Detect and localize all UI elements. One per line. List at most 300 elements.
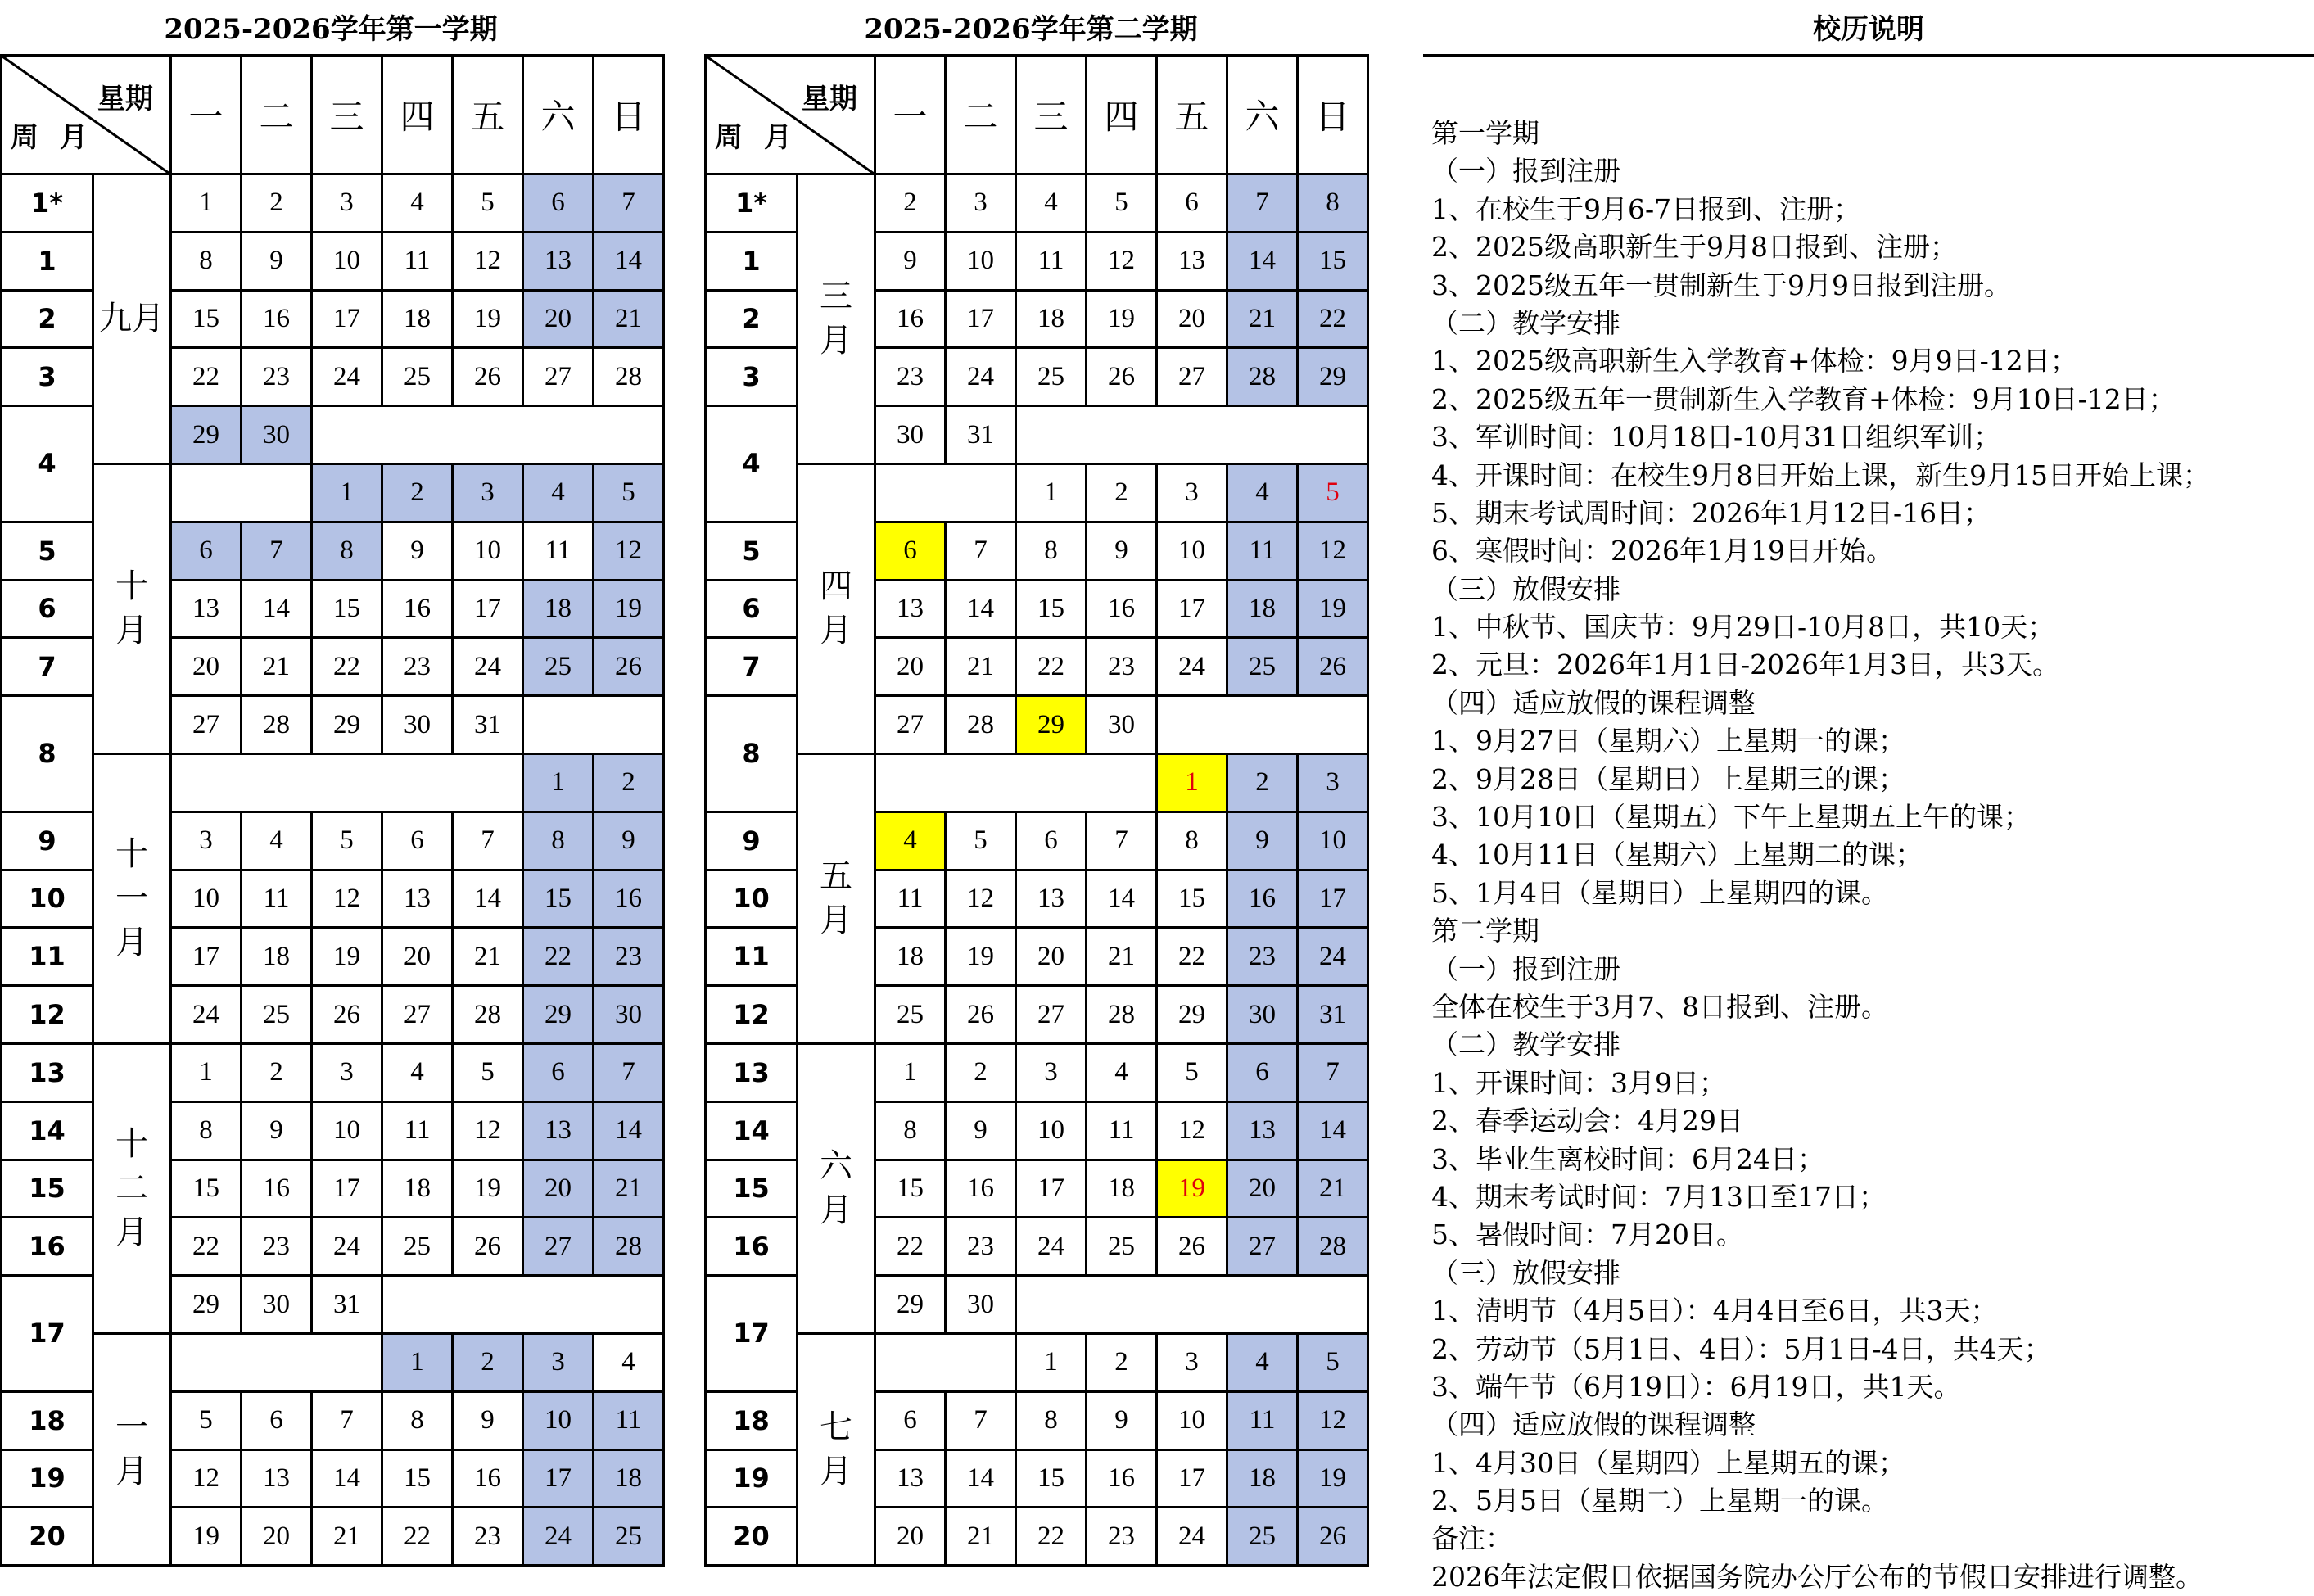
date-cell: 22 [1298,290,1368,348]
date-cell: 21 [312,1508,382,1566]
date-cell: 12 [453,1101,523,1160]
date-cell: 6 [523,174,594,233]
date-cell: 30 [242,1276,312,1334]
week-number-cell: 17 [706,1276,798,1392]
week-number-cell: 5 [706,522,798,580]
weekday-header: 日 [594,56,664,174]
date-cell: 27 [1016,986,1087,1044]
month-label-cell [93,463,171,753]
date-cell: 10 [523,1391,594,1449]
note-line: 2、春季运动会：4月29日 [1431,1105,1743,1137]
date-cell: 5 [312,812,382,870]
week-row [706,753,1368,812]
date-cell: 5 [946,812,1016,870]
date-cell: 28 [242,696,312,754]
date-cell: 23 [242,348,312,406]
date-cell: 11 [242,870,312,928]
date-cell: 8 [1016,1391,1087,1449]
date-cell: 26 [453,1218,523,1276]
date-cell: 29 [312,696,382,754]
date-cell: 21 [453,928,523,986]
corner-header-cell [2,56,171,174]
date-cell: 1 [875,1043,946,1101]
week-number-cell: 11 [706,928,798,986]
date-cell: 13 [523,232,594,290]
date-cell: 15 [1298,232,1368,290]
note-line: 2、2025级五年一贯制新生入学教育+体检：9月10日-12日； [1431,382,2176,415]
week-row [706,1333,1368,1391]
date-cell: 9 [1227,812,1298,870]
date-cell: 24 [1157,638,1227,696]
date-cell: 22 [382,1508,453,1566]
week-number-cell: 19 [706,1449,798,1508]
weekday-header: 三 [312,56,382,174]
date-cell: 28 [946,696,1016,754]
date-cell: 24 [312,348,382,406]
week-row [2,1333,664,1391]
date-cell: 1 [312,463,382,522]
date-cell: 11 [382,1101,453,1160]
date-cell: 30 [382,696,453,754]
date-cell: 4 [523,463,594,522]
date-cell: 30 [594,986,664,1044]
month-label: 四 [820,567,852,605]
date-cell: 8 [1157,812,1227,870]
date-cell: 2 [875,174,946,233]
week-number-cell: 1* [2,174,93,233]
date-cell: 13 [1227,1101,1298,1160]
date-cell: 2 [382,463,453,522]
date-cell: 27 [1157,348,1227,406]
empty-day-cell [171,1333,382,1391]
date-cell: 7 [242,522,312,580]
date-cell: 23 [242,1218,312,1276]
date-cell: 14 [946,580,1016,638]
note-line: 5、暑假时间：7月20日。 [1431,1218,1743,1251]
date-cell: 6 [242,1391,312,1449]
date-cell: 12 [1298,522,1368,580]
note-line: 6、寒假时间：2026年1月19日开始。 [1431,535,1893,567]
note-line: 1、2025级高职新生入学教育+体检：9月9日-12日； [1431,345,2077,378]
note-line: 5、期末考试周时间：2026年1月12日-16日； [1431,496,1991,529]
date-cell: 13 [875,1449,946,1508]
date-cell: 17 [946,290,1016,348]
date-cell: 4 [875,812,946,870]
weekday-header: 四 [382,56,453,174]
date-cell: 11 [523,522,594,580]
week-number-cell: 8 [2,696,93,812]
week-number-cell: 10 [2,870,93,928]
date-cell: 20 [242,1508,312,1566]
month-label-cell [798,174,875,464]
month-label: 月 [820,322,852,359]
date-cell: 3 [171,812,242,870]
empty-day-cell [312,406,664,464]
date-cell: 28 [594,1218,664,1276]
weekday-header: 四 [1087,56,1157,174]
date-cell: 19 [312,928,382,986]
weekday-header: 五 [1157,56,1227,174]
date-cell: 23 [875,348,946,406]
date-cell: 5 [1157,1043,1227,1101]
note-line: 3、10月10日（星期五）下午上星期五上午的课； [1431,801,2031,834]
month-label: 月 [115,1214,148,1251]
notes-list [1431,115,2314,1596]
date-cell: 31 [312,1276,382,1334]
month-label-cell [93,1043,171,1333]
date-cell: 31 [1298,986,1368,1044]
date-cell: 30 [1227,986,1298,1044]
date-cell: 31 [453,696,523,754]
date-cell: 6 [523,1043,594,1101]
date-cell: 4 [242,812,312,870]
weekday-header: 五 [453,56,523,174]
date-cell: 13 [242,1449,312,1508]
week-number-cell: 20 [2,1508,93,1566]
date-cell: 24 [1016,1218,1087,1276]
date-cell: 13 [382,870,453,928]
date-cell: 16 [242,290,312,348]
week-row [2,1043,664,1101]
date-cell: 23 [382,638,453,696]
month-label-cell [93,1333,171,1565]
note-line: （三）放假安排 [1431,572,1620,605]
week-number-cell: 10 [706,870,798,928]
note-line: （一）报到注册 [1431,952,1620,985]
date-cell: 12 [171,1449,242,1508]
month-label: 月 [820,1453,852,1490]
date-cell: 15 [1016,1449,1087,1508]
date-cell: 25 [594,1508,664,1566]
week-number-cell: 16 [706,1218,798,1276]
week-number-cell: 8 [706,696,798,812]
month-label: 七 [820,1408,852,1446]
date-cell: 14 [453,870,523,928]
date-cell: 3 [1157,1333,1227,1391]
week-number-cell: 12 [2,986,93,1044]
date-cell: 15 [312,580,382,638]
date-cell: 4 [1087,1043,1157,1101]
date-cell: 9 [594,812,664,870]
date-cell: 19 [1087,290,1157,348]
note-line: 2、2025级高职新生于9月8日报到、注册； [1431,231,1957,264]
date-cell: 18 [1016,290,1087,348]
week-row [2,463,664,522]
date-cell: 10 [1016,1101,1087,1160]
date-cell: 4 [382,1043,453,1101]
date-cell: 21 [946,1508,1016,1566]
date-cell: 10 [171,870,242,928]
note-line: （二）教学安排 [1431,306,1620,339]
date-cell: 17 [312,1160,382,1218]
week-number-cell: 3 [706,348,798,406]
date-cell: 14 [242,580,312,638]
month-label: 十 [115,1125,148,1163]
week-row [706,463,1368,522]
date-cell: 16 [1087,1449,1157,1508]
date-cell: 17 [453,580,523,638]
week-number-cell: 20 [706,1508,798,1566]
week-number-cell: 13 [706,1043,798,1101]
date-cell: 18 [1087,1160,1157,1218]
date-cell: 24 [946,348,1016,406]
date-cell: 7 [1298,1043,1368,1101]
date-cell: 20 [171,638,242,696]
empty-day-cell [1016,1276,1368,1334]
week-axis-label: 周 [715,123,743,153]
date-cell: 5 [453,1043,523,1101]
date-cell: 3 [946,174,1016,233]
week-number-cell: 18 [706,1391,798,1449]
week-number-cell: 7 [706,638,798,696]
date-cell: 7 [1087,812,1157,870]
month-label-cell [798,753,875,1043]
week-row [706,1043,1368,1101]
date-cell: 29 [875,1276,946,1334]
date-cell: 8 [875,1101,946,1160]
weekday-axis-label: 星期 [802,84,857,115]
note-line: （三）放假安排 [1431,1256,1620,1289]
date-cell: 20 [1157,290,1227,348]
date-cell: 28 [1087,986,1157,1044]
month-label: 月 [820,612,852,649]
date-cell: 2 [1227,753,1298,812]
date-cell: 23 [594,928,664,986]
week-number-cell: 14 [706,1101,798,1160]
date-cell: 2 [1087,1333,1157,1391]
date-cell: 6 [875,522,946,580]
date-cell: 16 [382,580,453,638]
date-cell: 4 [1227,463,1298,522]
month-label: 月 [115,924,148,961]
date-cell: 11 [1016,232,1087,290]
date-cell: 9 [1087,1391,1157,1449]
date-cell: 27 [171,696,242,754]
note-line: 3、毕业生离校时间：6月24日； [1431,1142,1824,1175]
date-cell: 26 [1298,638,1368,696]
note-line: 4、10月11日（星期六）上星期二的课； [1431,839,1923,871]
date-cell: 30 [875,406,946,464]
date-cell: 20 [382,928,453,986]
date-cell: 1 [171,174,242,233]
date-cell: 6 [1016,812,1087,870]
date-cell: 28 [594,348,664,406]
date-cell: 12 [1087,232,1157,290]
date-cell: 17 [1157,580,1227,638]
date-cell: 8 [312,522,382,580]
week-number-cell: 16 [2,1218,93,1276]
weekday-header: 一 [875,56,946,174]
note-line: 2、5月5日（星期二）上星期一的课。 [1431,1485,1888,1517]
date-cell: 8 [171,1101,242,1160]
date-cell: 19 [453,290,523,348]
week-number-cell: 13 [2,1043,93,1101]
date-cell: 10 [312,232,382,290]
note-line: 4、期末考试时间：7月13日至17日； [1431,1180,1886,1213]
date-cell: 8 [171,232,242,290]
note-line: 2、元旦：2026年1月1日-2026年1月3日，共3天。 [1431,649,2060,681]
date-cell: 25 [875,986,946,1044]
date-cell: 15 [523,870,594,928]
date-cell: 27 [1227,1218,1298,1276]
date-cell: 21 [242,638,312,696]
note-line: 全体在校生于3月7、8日报到、注册。 [1431,990,1888,1023]
date-cell: 10 [946,232,1016,290]
month-label-cell [798,1043,875,1333]
date-cell: 13 [1016,870,1087,928]
date-cell: 12 [594,522,664,580]
date-cell: 12 [1298,1391,1368,1449]
note-line: 3、军训时间：10月18日-10月31日组织军训； [1431,421,2001,454]
date-cell: 27 [875,696,946,754]
note-line: （二）教学安排 [1431,1029,1620,1061]
date-cell: 24 [523,1508,594,1566]
date-cell: 8 [382,1391,453,1449]
note-line: （四）适应放假的课程调整 [1431,686,1756,719]
empty-day-cell [875,1333,1016,1391]
date-cell: 3 [1016,1043,1087,1101]
date-cell: 4 [594,1333,664,1391]
note-line: 2、9月28日（星期日）上星期三的课； [1431,762,1905,795]
date-cell: 15 [171,1160,242,1218]
note-line: 1、开课时间：3月9日； [1431,1066,1726,1099]
date-cell: 24 [1157,1508,1227,1566]
note-line: 第二学期 [1431,915,1539,947]
date-cell: 25 [382,348,453,406]
date-cell: 2 [946,1043,1016,1101]
date-cell: 3 [1157,463,1227,522]
weekday-header: 一 [171,56,242,174]
date-cell: 25 [1227,1508,1298,1566]
note-line: 2026年法定假日依据国务院办公厅公布的节假日安排进行调整。 [1431,1560,2203,1593]
notes-title-rule [1423,54,2314,57]
date-cell: 25 [1087,1218,1157,1276]
date-cell: 19 [1298,580,1368,638]
date-cell: 2 [242,1043,312,1101]
date-cell: 26 [1298,1508,1368,1566]
date-cell: 25 [382,1218,453,1276]
date-cell: 22 [875,1218,946,1276]
week-number-cell: 4 [706,406,798,522]
empty-day-cell [382,1276,664,1334]
date-cell: 18 [1227,580,1298,638]
date-cell: 22 [1157,928,1227,986]
date-cell: 19 [1298,1449,1368,1508]
week-number-cell: 6 [2,580,93,638]
date-cell: 3 [312,1043,382,1101]
date-cell: 30 [1087,696,1157,754]
empty-day-cell [1157,696,1368,754]
date-cell: 22 [171,1218,242,1276]
week-number-cell: 1* [706,174,798,233]
date-cell: 6 [382,812,453,870]
header-row [706,56,1368,174]
date-cell: 4 [1016,174,1087,233]
date-cell: 5 [1087,174,1157,233]
note-line: 1、中秋节、国庆节：9月29日-10月8日，共10天； [1431,611,2055,644]
notes-title: 校历说明 [1813,13,1924,46]
date-cell: 1 [171,1043,242,1101]
date-cell: 6 [1157,174,1227,233]
date-cell: 20 [875,638,946,696]
date-cell: 13 [171,580,242,638]
date-cell: 14 [1298,1101,1368,1160]
date-cell: 10 [1157,1391,1227,1449]
date-cell: 11 [1227,1391,1298,1449]
date-cell: 7 [312,1391,382,1449]
date-cell: 6 [171,522,242,580]
date-cell: 7 [1227,174,1298,233]
week-row [2,753,664,812]
date-cell: 16 [1087,580,1157,638]
week-number-cell: 6 [706,580,798,638]
date-cell: 29 [171,406,242,464]
date-cell: 2 [242,174,312,233]
date-cell: 29 [523,986,594,1044]
week-number-cell: 2 [2,290,93,348]
date-cell: 16 [453,1449,523,1508]
date-cell: 14 [1227,232,1298,290]
date-cell: 24 [171,986,242,1044]
header-row [2,56,664,174]
date-cell: 9 [946,1101,1016,1160]
date-cell: 22 [523,928,594,986]
date-cell: 7 [946,1391,1016,1449]
week-number-cell: 17 [2,1276,93,1392]
note-line: 1、4月30日（星期四）上星期五的课； [1431,1446,1905,1479]
week-number-cell: 9 [2,812,93,870]
date-cell: 17 [312,290,382,348]
month-label-cell [798,463,875,753]
date-cell: 22 [171,348,242,406]
date-cell: 1 [1157,753,1227,812]
date-cell: 9 [1087,522,1157,580]
empty-day-cell [1016,406,1368,464]
week-row [706,174,1368,233]
date-cell: 20 [523,290,594,348]
date-cell: 7 [453,812,523,870]
date-cell: 13 [875,580,946,638]
month-label: 月 [115,1453,148,1490]
date-cell: 17 [1016,1160,1087,1218]
date-cell: 1 [1016,463,1087,522]
month-label: 月 [820,902,852,939]
date-cell: 14 [594,232,664,290]
week-number-cell: 1 [706,232,798,290]
month-label: 十 [115,567,148,605]
month-label: 一 [115,1408,148,1446]
date-cell: 21 [594,1160,664,1218]
date-cell: 18 [594,1449,664,1508]
date-cell: 27 [382,986,453,1044]
date-cell: 18 [382,1160,453,1218]
date-cell: 9 [453,1391,523,1449]
date-cell: 5 [1298,1333,1368,1391]
note-line: 3、2025级五年一贯制新生于9月9日报到注册。 [1431,269,2011,301]
empty-day-cell [171,753,523,812]
date-cell: 29 [171,1276,242,1334]
date-cell: 2 [594,753,664,812]
date-cell: 9 [242,1101,312,1160]
date-cell: 20 [1227,1160,1298,1218]
date-cell: 26 [946,986,1016,1044]
date-cell: 27 [523,348,594,406]
week-number-cell: 7 [2,638,93,696]
date-cell: 30 [242,406,312,464]
date-cell: 19 [453,1160,523,1218]
note-line: 备注： [1431,1522,1512,1555]
month-label: 六 [820,1147,852,1185]
